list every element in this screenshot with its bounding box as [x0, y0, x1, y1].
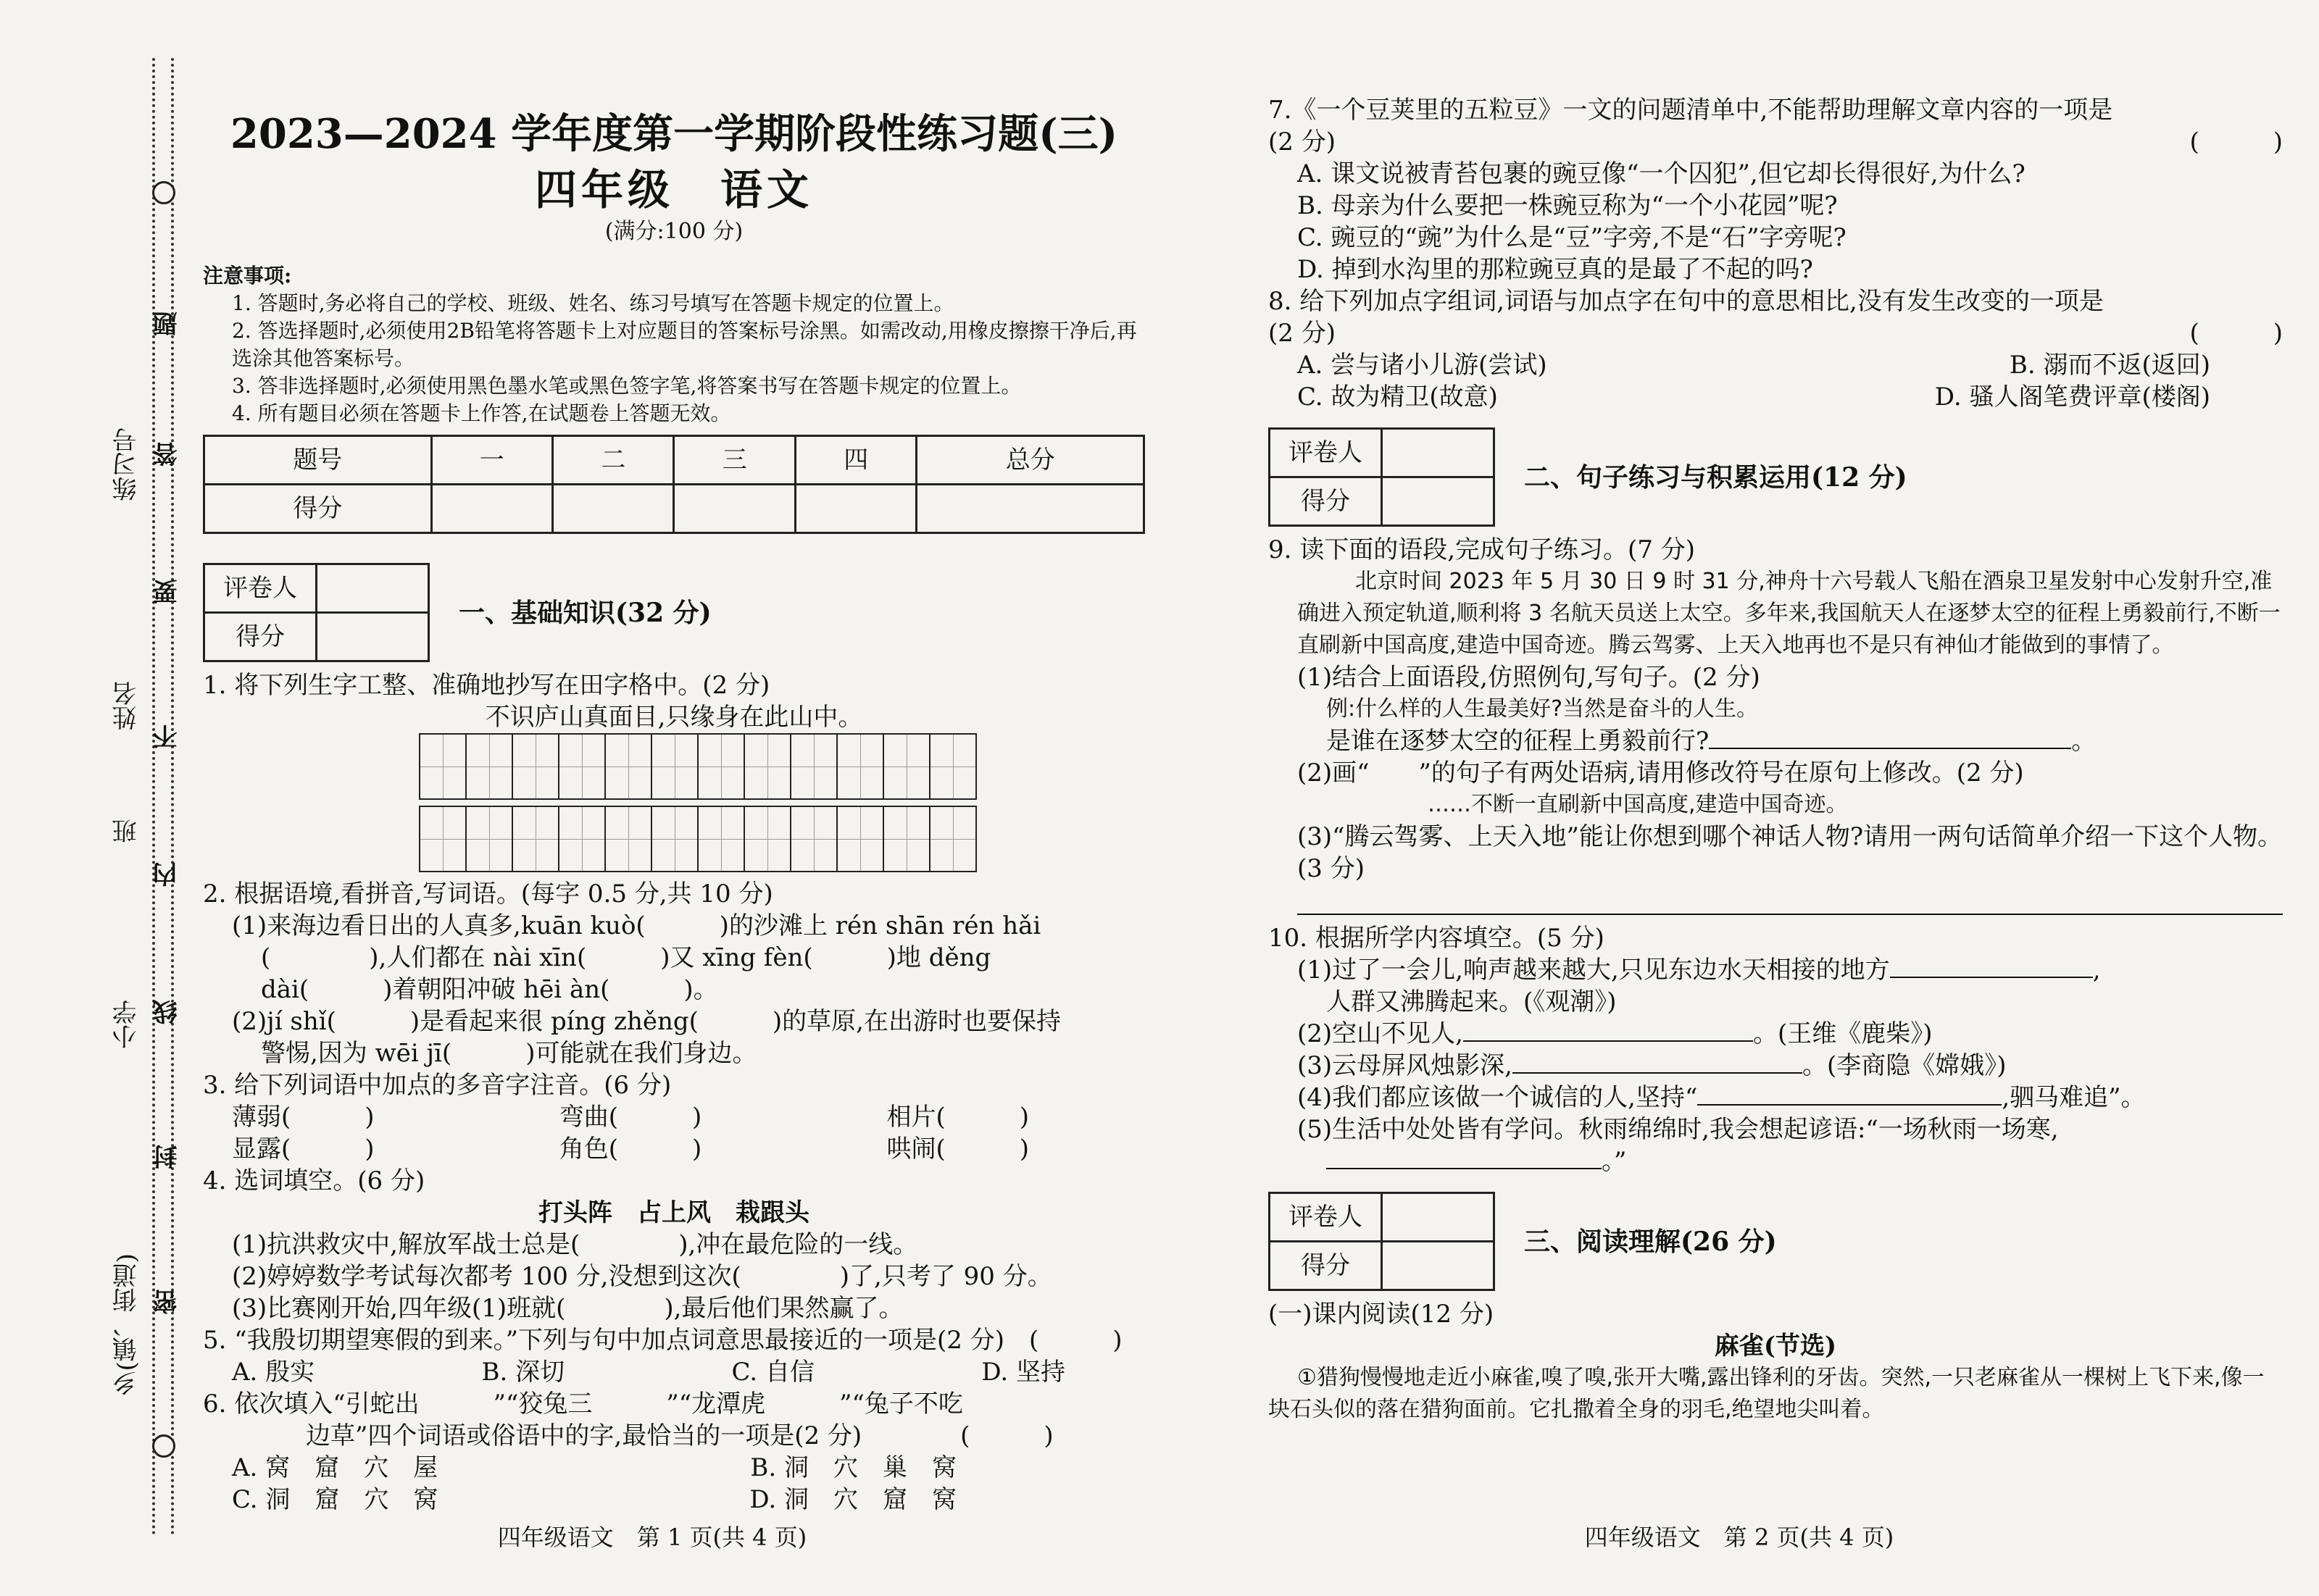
q9-example: 例:什么样的人生最美好?当然是奋斗的人生。: [1326, 696, 1759, 722]
section-3-header: [1268, 1192, 2283, 1291]
grader-cell[interactable]: [1382, 477, 1494, 526]
field-label-name: 姓名: [112, 681, 141, 730]
q9-sub: (1)结合上面语段,仿照例句,写句子。(2 分): [1297, 663, 1760, 692]
exam-subtitle: 四年级 语文: [534, 165, 813, 214]
tianzige-cell[interactable]: [836, 806, 884, 872]
seal-text: 密: [153, 1290, 182, 1314]
seal-text: 答: [153, 442, 182, 467]
tianzige-cell[interactable]: [651, 806, 699, 872]
grader-cell[interactable]: [317, 613, 429, 661]
q8-option[interactable]: D. 骚人阁笔费评章(楼阁): [1934, 383, 2210, 411]
tianzige-cell[interactable]: [744, 733, 791, 800]
q9-sub: (2)画“ ”的句子有两处语病,请用修改符号在原句上修改。(2 分): [1297, 759, 2024, 787]
answer-blank[interactable]: [1463, 1040, 1753, 1042]
page-2: [1160, 0, 2319, 1596]
q6-option[interactable]: C. 洞 窟 穴 窝: [232, 1485, 438, 1514]
tianzige-cell[interactable]: [465, 733, 513, 800]
page-1-content: [203, 109, 1145, 1516]
q10-text: (4)我们都应该做一个诚信的人,坚持“: [1297, 1083, 1698, 1112]
score-header: 三: [674, 436, 795, 485]
grader-cell[interactable]: [317, 564, 429, 613]
q2-line: (2)jí shǐ( )是看起来很 píng zhěng( )的草原,在出游时也要保持: [232, 1007, 1061, 1036]
tianzige-row-2[interactable]: [420, 806, 1145, 872]
q10-line: (5)生活中处处皆有学问。秋雨绵绵时,我会想起谚语:“一场秋雨一场寒,: [1297, 1115, 2059, 1144]
answer-blank[interactable]: [1512, 1072, 1802, 1074]
q4-line: (1)抗洪救灾中,解放军战士总是( ),冲在最危险的一线。: [232, 1230, 918, 1259]
seal-text: 要: [153, 580, 182, 604]
page-2-content: [1268, 94, 2283, 1426]
score-cell[interactable]: [674, 485, 795, 533]
tianzige-cell[interactable]: [604, 806, 652, 872]
q6-option[interactable]: A. 窝 窟 穴 屋: [232, 1453, 438, 1482]
section-2-title: 二、句子练习与积累运用(12 分): [1524, 461, 1907, 493]
grader-score-label: 得分: [204, 613, 317, 661]
notice-item: 2. 答选择题时,必须使用2B铅笔将答题卡上对应题目的答案标号涂黑。如需改动,用橡皮擦擦干净后,再选涂其他答案标号。: [232, 319, 1137, 370]
tianzige-cell[interactable]: [512, 733, 559, 800]
full-marks: (满分:100 分): [604, 219, 744, 244]
question-4: 4. 选词填空。(6 分): [203, 1166, 425, 1195]
q9-sentence: ……不断一直刷新中国高度,建造中国奇迹。: [1428, 792, 1848, 817]
q7-points: (2 分): [1268, 128, 1336, 156]
answer-blank[interactable]: [1890, 977, 2093, 978]
score-header: 题号: [204, 436, 432, 485]
tianzige-cell[interactable]: [512, 806, 559, 872]
q7-option[interactable]: B. 母亲为什么要把一株豌豆称为“一个小花园”呢?: [1297, 191, 1838, 220]
q10-citation: ,驷马难追”。: [2002, 1083, 2146, 1112]
tianzige-cell[interactable]: [419, 733, 467, 800]
field-label-town: 乡(镇、街道): [112, 1253, 141, 1396]
tianzige-cell[interactable]: [836, 733, 884, 800]
q10-text: (3)云母屏风烛影深,: [1297, 1051, 1512, 1080]
binding-hole: [152, 1434, 175, 1458]
q5-option[interactable]: A. 殷实: [232, 1358, 315, 1387]
section-1-title: 一、基础知识(32 分): [459, 597, 712, 628]
q7-option[interactable]: D. 掉到水沟里的那粒豌豆真的是最了不起的吗?: [1297, 255, 1813, 284]
q3-word: 弯曲( ): [559, 1103, 702, 1132]
answer-blank[interactable]: [1709, 748, 2071, 749]
score-cell[interactable]: [431, 485, 552, 533]
question-9: 9. 读下面的语段,完成句子练习。(7 分): [1268, 535, 1696, 564]
q6-option[interactable]: B. 洞 穴 巢 窝: [750, 1453, 957, 1482]
exam-title: 2023—2024 学年度第一学期阶段性练习题(三): [230, 110, 1118, 158]
q6-options: [203, 1452, 957, 1484]
q6-option[interactable]: D. 洞 穴 窟 窝: [749, 1485, 957, 1514]
binding-hole: [152, 181, 175, 204]
grader-cell[interactable]: [1382, 1242, 1494, 1290]
grader-cell[interactable]: [1382, 429, 1494, 477]
answer-paren[interactable]: ( ): [2189, 128, 2283, 156]
field-label-school: 小学: [112, 1000, 141, 1049]
q8-options: [1268, 381, 2210, 413]
score-cell[interactable]: [917, 485, 1144, 533]
q3-word: 哄闹( ): [886, 1135, 1029, 1163]
q8-options: [1268, 349, 2210, 381]
seal-text: 题: [153, 312, 182, 336]
q8-points-row: [1268, 317, 2283, 349]
q9-prompt: 是谁在逐梦太空的征程上勇毅前行? 。: [1326, 727, 2097, 756]
q10-line: 人群又沸腾起来。(《观潮》): [1326, 987, 1617, 1016]
q10-line: [1268, 1082, 2283, 1114]
binding-margin: [43, 58, 182, 1536]
section-2-header: [1268, 427, 2283, 527]
question-7: 7.《一个豆荚里的五粒豆》一文的问题清单中,不能帮助理解文章内容的一项是: [1268, 96, 2113, 125]
q10-citation: 。(李商隐《嫦娥》): [1802, 1051, 2007, 1080]
tianzige-cell[interactable]: [604, 733, 652, 800]
q7-points-row: [1268, 126, 2283, 158]
score-header: 二: [552, 436, 673, 485]
score-header: 一: [431, 436, 552, 485]
tianzige-cell[interactable]: [883, 806, 930, 872]
question-5: 5. “我殷切期望寒假的到来。”下列与句中加点词意思最接近的一项是(2 分) ( ): [203, 1326, 1123, 1355]
reading-part-1: (一)课内阅读(12 分): [1268, 1300, 1494, 1329]
tianzige-cell[interactable]: [883, 733, 930, 800]
seal-text: 不: [153, 724, 182, 749]
q9-sub: (3)“腾云驾雾、上天入地”能让你想到哪个神话人物?请用一两句话简单介绍一下这个人物。(3 分): [1297, 822, 2283, 883]
q6-options: [203, 1484, 957, 1516]
tianzige-cell[interactable]: [558, 733, 606, 800]
tianzige-cell[interactable]: [790, 733, 838, 800]
q5-options: [203, 1356, 1065, 1388]
tianzige-cell[interactable]: [929, 806, 977, 872]
q5-option[interactable]: C. 自信: [731, 1358, 815, 1387]
section-3-title: 三、阅读理解(26 分): [1524, 1226, 1777, 1257]
q10-citation: 。(王维《鹿柴》): [1752, 1019, 1933, 1048]
score-cell[interactable]: [552, 485, 673, 533]
answer-blank[interactable]: [1697, 1104, 2002, 1106]
q8-option[interactable]: B. 溺而不返(返回): [2009, 351, 2210, 380]
q10-line: [1268, 1050, 2283, 1082]
score-header: 总分: [917, 436, 1144, 485]
q2-line: ( ),人们都在 nài xīn( )又 xīng fèn( )地 děng: [261, 943, 991, 972]
question-6: 6. 依次填入“引蛇出 ”“狡兔三 ”“龙潭虎 ”“兔子不吃: [203, 1390, 963, 1419]
notice-item: 3. 答非选择题时,必须使用黑色墨水笔或黑色签字笔,将答案书写在答题卡规定的位置上。: [232, 374, 1022, 398]
tianzige-cell[interactable]: [465, 806, 513, 872]
q9-passage: 北京时间 2023 年 5 月 30 日 9 时 31 分,神舟十六号载人飞船在酒泉卫星发射中心发射升空,准确进入预定轨道,顺利将 3 名航天员送上太空。多年来,我国航天人在逐梦太空的征程上勇毅前行,不断一直刷新中国高度,建造中国奇迹。腾云驾雾、上天入地再也不是只有神仙才能做到的事情了。: [1297, 569, 2281, 658]
question-3: 3. 给下列词语中加点的多音字注音。(6 分): [203, 1071, 672, 1100]
article-title: 麻雀(节选): [1714, 1332, 1837, 1361]
seal-text: 线: [153, 1000, 182, 1024]
grader-label: 评卷人: [1270, 1193, 1382, 1242]
question-2: 2. 根据语境,看拼音,写词语。(每字 0.5 分,共 10 分): [203, 880, 773, 908]
score-header: 四: [795, 436, 916, 485]
q7-option[interactable]: C. 豌豆的“豌”为什么是“豆”字旁,不是“石”字旁呢?: [1297, 223, 1847, 252]
q3-row: [203, 1133, 1029, 1165]
q3-word: 薄弱( ): [232, 1103, 375, 1132]
article-paragraph: ①猎狗慢慢地走近小麻雀,嗅了嗅,张开大嘴,露出锋利的牙齿。突然,一只老麻雀从一棵树上飞下来,像一块石头似的落在猎狗面前。它扎撒着全身的羽毛,绝望地尖叫着。: [1268, 1365, 2265, 1422]
tianzige-cell[interactable]: [697, 806, 745, 872]
grader-box: [1268, 427, 1495, 527]
question-10: 10. 根据所学内容填空。(5 分): [1268, 924, 1604, 953]
seal-text: 内: [153, 862, 182, 887]
grader-cell[interactable]: [1382, 1193, 1494, 1242]
q7-option[interactable]: A. 课文说被青苔包裹的豌豆像“一个囚犯”,但它却长得很好,为什么?: [1297, 159, 2026, 188]
tianzige-cell[interactable]: [558, 806, 606, 872]
answer-paren[interactable]: ( ): [2189, 319, 2283, 348]
score-row-label: 得分: [204, 485, 432, 533]
tianzige-row-1[interactable]: [420, 733, 1145, 800]
seal-line: [152, 58, 155, 1536]
tianzige-cell[interactable]: [929, 733, 977, 800]
notice-item: 4. 所有题目必须在答题卡上作答,在试题卷上答题无效。: [232, 401, 731, 425]
q5-option[interactable]: D. 坚持: [981, 1358, 1065, 1387]
q10-line: [1268, 1145, 2283, 1177]
tianzige-cell[interactable]: [790, 806, 838, 872]
q2-line: 警惕,因为 wēi jī( )可能就在我们身边。: [261, 1039, 757, 1068]
answer-line[interactable]: [1297, 885, 2283, 915]
answer-blank[interactable]: [1326, 1168, 1602, 1169]
tianzige-cell[interactable]: [744, 806, 791, 872]
question-8: 8. 给下列加点字组词,词语与加点字在句中的意思相比,没有发生改变的一项是: [1268, 287, 2104, 316]
q10-close: 。”: [1602, 1147, 1627, 1176]
q8-option[interactable]: C. 故为精卫(故意): [1297, 383, 1498, 411]
q10-line: [1268, 1018, 2283, 1050]
section-1-header: [203, 563, 1145, 662]
q5-option[interactable]: B. 深切: [481, 1358, 565, 1387]
q4-word-bank: 打头阵 占上风 栽跟头: [538, 1198, 809, 1227]
grader-label: 评卷人: [1270, 429, 1382, 477]
grader-label: 评卷人: [204, 564, 317, 613]
question-1: 1. 将下列生字工整、准确地抄写在田字格中。(2 分): [203, 671, 770, 700]
tianzige-cell[interactable]: [419, 806, 467, 872]
score-table: [203, 435, 1145, 534]
q2-line: dài( )着朝阳冲破 hēi àn( )。: [261, 975, 718, 1004]
tianzige-cell[interactable]: [651, 733, 699, 800]
tianzige-cell[interactable]: [697, 733, 745, 800]
grader-box: [1268, 1192, 1495, 1291]
q3-word: 相片( ): [886, 1103, 1029, 1132]
q3-word: 角色( ): [559, 1135, 702, 1163]
q8-points: (2 分): [1268, 319, 1336, 348]
grader-score-label: 得分: [1270, 477, 1382, 526]
notice-title: 注意事项:: [203, 264, 292, 288]
field-label-class: 班: [112, 819, 141, 843]
q3-row: [203, 1101, 1029, 1133]
q3-word: 显露( ): [232, 1135, 375, 1163]
q4-line: (3)比赛刚开始,四年级(1)班就( ),最后他们果然赢了。: [232, 1294, 904, 1323]
q10-text: (1)过了一会儿,响声越来越大,只见东边水天相接的地方: [1297, 956, 1890, 985]
seal-text: 封: [153, 1145, 182, 1169]
page-2-footer: 四年级语文 第 2 页(共 4 页): [1584, 1524, 1894, 1551]
grader-score-label: 得分: [1270, 1242, 1382, 1290]
score-cell[interactable]: [795, 485, 916, 533]
seal-line: [171, 58, 174, 1536]
question-6-cont: 边草”四个词语或俗语中的字,最恰当的一项是(2 分) ( ): [232, 1421, 1054, 1450]
field-label-exam-number: 练习号: [112, 427, 141, 501]
q8-option[interactable]: A. 尝与诸小儿游(尝试): [1297, 351, 1547, 380]
q10-line: (1)过了一会儿,响声越来越大,只见东边水天相接的地方 ,: [1297, 956, 2101, 985]
q9-prompt-text: 是谁在逐梦太空的征程上勇毅前行?: [1326, 727, 1710, 756]
q10-text: (2)空山不见人,: [1297, 1019, 1463, 1048]
q4-line: (2)婷婷数学考试每次都考 100 分,没想到这次( )了,只考了 90 分。: [232, 1262, 1052, 1291]
q1-poem: 不识庐山真面目,只缘身在此山中。: [485, 703, 863, 732]
grader-box: [203, 563, 430, 662]
notice-item: 1. 答题时,务必将自己的学校、班级、姓名、练习号填写在答题卡规定的位置上。: [232, 291, 954, 315]
q2-line: (1)来海边看日出的人真多,kuān kuò( )的沙滩上 rén shān rén hǎi: [232, 911, 1041, 940]
page-1-footer: 四年级语文 第 1 页(共 4 页): [497, 1524, 807, 1551]
